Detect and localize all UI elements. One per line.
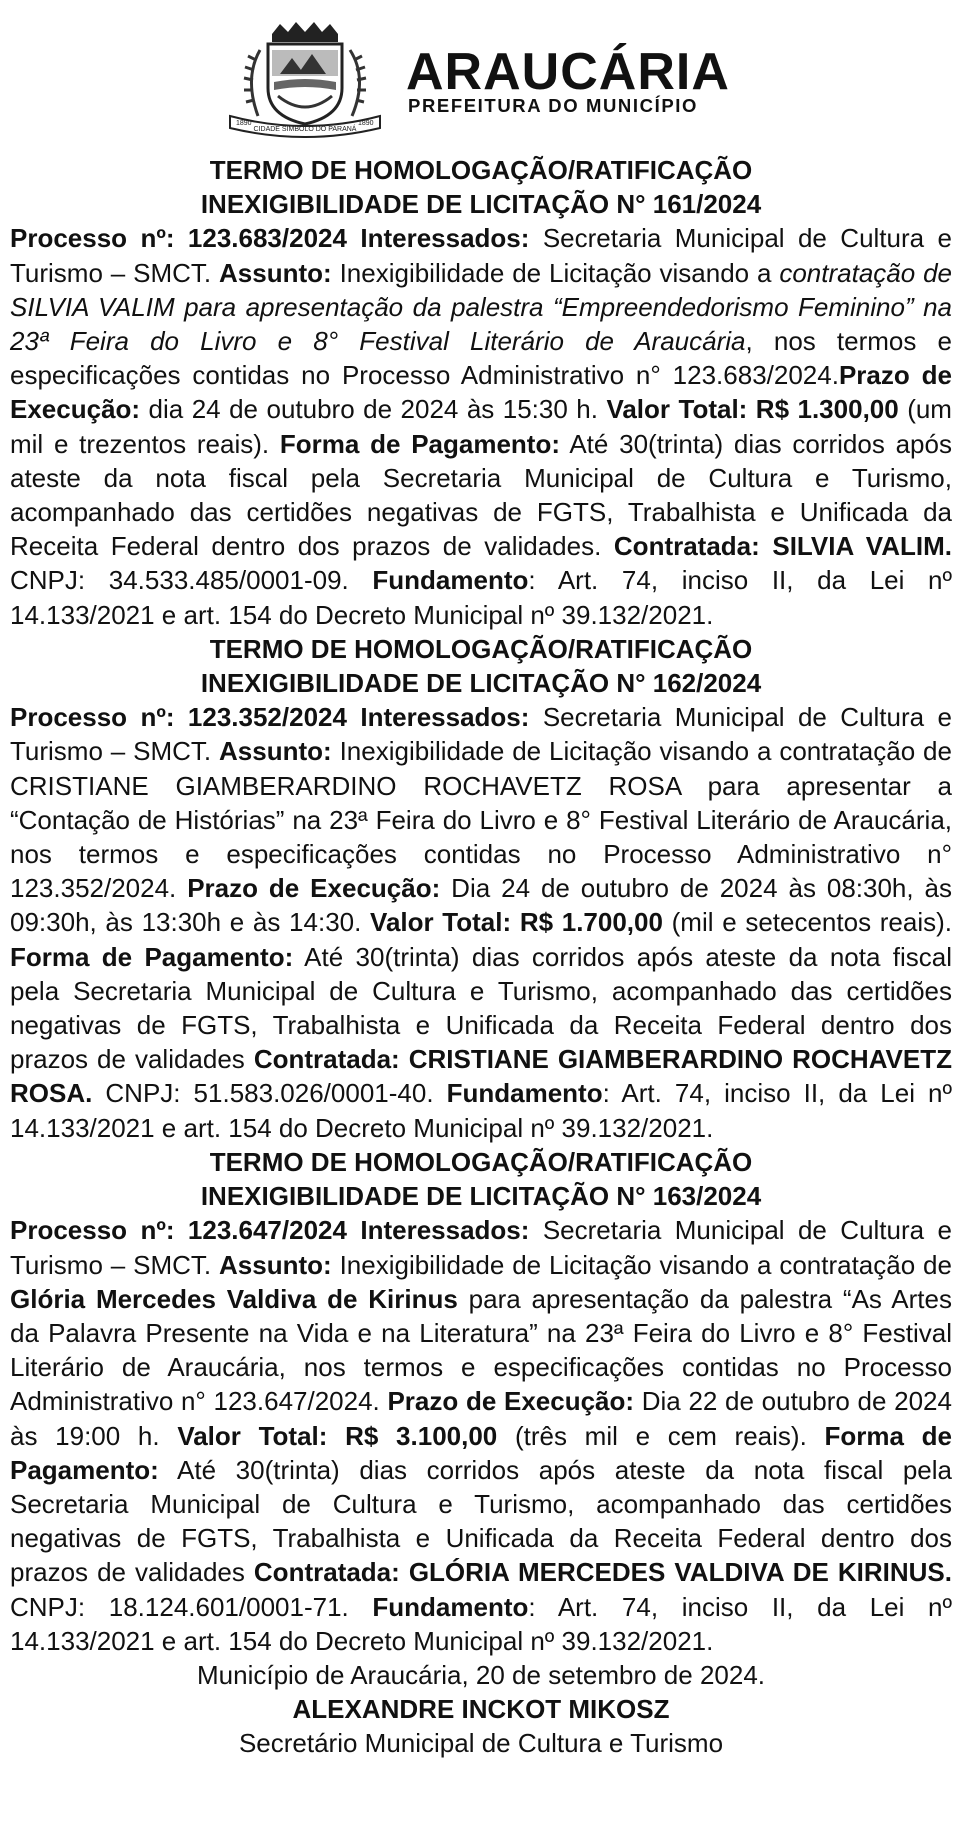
document-body	[10, 153, 952, 1761]
fundamento-label: Fundamento	[372, 1591, 529, 1622]
interessados-text: Secretaria Municipal de Cultura e Turismo – SMCT.	[10, 223, 952, 288]
brand-subtitle: PREFEITURA DO MUNICÍPIO	[408, 95, 698, 116]
section-paragraph	[10, 1213, 952, 1658]
assunto-text: Inexigibilidade de Licitação visando a	[339, 257, 772, 288]
pagamento-label: Forma de Pagamento:	[279, 428, 561, 459]
prazo-label: Prazo de Execução:	[10, 360, 952, 425]
section-paragraph	[10, 700, 952, 1145]
prazo-text: Dia 22 de outubro de 2024 às 19:00 h.	[10, 1386, 952, 1451]
valor-text: (mil e setecentos reais).	[671, 907, 952, 938]
processo-label: Processo nº: 123.647/2024	[10, 1215, 347, 1246]
section-title-line1: TERMO DE HOMOLOGAÇÃO/RATIFICAÇÃO	[209, 633, 753, 664]
signer-name: ALEXANDRE INCKOT MIKOSZ	[292, 1694, 670, 1725]
assunto-text: Inexigibilidade de Licitação visando a contratação de	[339, 1249, 952, 1280]
processo-label: Processo nº: 123.683/2024	[10, 223, 347, 254]
section-title-line2: INEXIGIBILIDADE DE LICITAÇÃO N° 161/2024	[200, 189, 762, 220]
contratada-label: Contratada: SILVIA VALIM.	[613, 531, 952, 562]
assunto-label: Assunto:	[219, 1249, 332, 1280]
section-162	[10, 632, 952, 1145]
interessados-text: Secretaria Municipal de Cultura e Turismo – SMCT.	[10, 702, 952, 767]
assunto-label: Assunto:	[219, 736, 332, 767]
section-161	[10, 153, 952, 632]
valor-label: Valor Total: R$ 3.100,00	[177, 1420, 498, 1451]
pagamento-text: Até 30(trinta) dias corridos após ateste da nota fiscal pela Secretaria Municipal de Cultura e Turismo, acompanhado das certidões negativas de FGTS, Trabalhista e Unificada da Receita Federal dentro dos prazos de validades	[10, 941, 952, 1075]
brand-name: ARAUCÁRIA	[406, 43, 730, 101]
pagamento-label: Forma de Pagamento:	[10, 941, 294, 972]
object-italic: contratação de SILVIA VALIM para apresentação da palestra “Empreendedorismo Feminino” na 23ª Feira do Livro e 8° Festival Literário de Araucária	[10, 257, 952, 357]
contracted-name: Glória Mercedes Valdiva de Kirinus	[10, 1283, 458, 1314]
interessados-text: Secretaria Municipal de Cultura e Turismo – SMCT.	[10, 1215, 952, 1280]
valor-label: Valor Total: R$ 1.700,00	[370, 907, 663, 938]
municipal-crest-logo	[220, 20, 390, 138]
assunto-rest: para apresentação da palestra “As Artes da Palavra Presente na Vida e na Literatura” na 23ª Feira do Livro e 8° Festival Literário de Araucária, nos termos e especificações contidas no Processo Administrativo n° 123.647/2024.	[10, 1283, 952, 1417]
pagamento-text: Até 30(trinta) dias corridos após ateste da nota fiscal pela Secretaria Municipal de Cultura e Turismo, acompanhado das certidões negativas de FGTS, Trabalhista e Unificada da Receita Federal dentro dos prazos de validades.	[10, 428, 952, 562]
prazo-text: Dia 24 de outubro de 2024 às 08:30h, às 09:30h, às 13:30h e às 14:30.	[10, 873, 952, 938]
fundamento-label: Fundamento	[446, 1078, 603, 1109]
prazo-text: dia 24 de outubro de 2024 às 15:30 h.	[148, 394, 598, 425]
interessados-label: Interessados:	[360, 1215, 530, 1246]
interessados-label: Interessados:	[360, 702, 530, 733]
section-title-line1: TERMO DE HOMOLOGAÇÃO/RATIFICAÇÃO	[209, 1146, 753, 1177]
crest-year-right: 1890	[358, 120, 374, 127]
prazo-label: Prazo de Execução:	[387, 1386, 635, 1417]
cnpj-text: CNPJ: 51.583.026/0001-40.	[105, 1078, 434, 1109]
fundamento-label: Fundamento	[372, 565, 529, 596]
valor-label: Valor Total: R$ 1.300,00	[606, 394, 899, 425]
section-title-line2: INEXIGIBILIDADE DE LICITAÇÃO N° 163/2024	[200, 1181, 762, 1212]
header	[220, 20, 760, 138]
crest-motto: CIDADE SIMBOLO DO PARANÁ	[253, 126, 357, 133]
section-title-line2: INEXIGIBILIDADE DE LICITAÇÃO N° 162/2024	[200, 668, 762, 699]
assunto-label: Assunto:	[219, 257, 332, 288]
cnpj-text: CNPJ: 18.124.601/0001-71.	[10, 1591, 349, 1622]
signer-role: Secretário Municipal de Cultura e Turismo	[238, 1728, 724, 1759]
fundamento-text: : Art. 74, inciso II, da Lei nº 14.133/2021 e art. 154 do Decreto Municipal nº 39.132/2021.	[10, 565, 952, 630]
processo-label: Processo nº: 123.352/2024	[10, 702, 347, 733]
fundamento-text: : Art. 74, inciso II, da Lei nº 14.133/2021 e art. 154 do Decreto Municipal nº 39.132/2021.	[10, 1078, 952, 1143]
place-date: Município de Araucária, 20 de setembro de 2024.	[196, 1659, 766, 1690]
fundamento-text: : Art. 74, inciso II, da Lei nº 14.133/2021 e art. 154 do Decreto Municipal nº 39.132/2021.	[10, 1591, 952, 1656]
section-163	[10, 1145, 952, 1658]
cnpj-text: CNPJ: 34.533.485/0001-09.	[10, 565, 349, 596]
pagamento-text: Até 30(trinta) dias corridos após ateste da nota fiscal pela Secretaria Municipal de Cultura e Turismo, acompanhado das certidões negativas de FGTS, Trabalhista e Unificada da Receita Federal dentro dos prazos de validades	[10, 1454, 952, 1588]
assunto-text: Inexigibilidade de Licitação visando a contratação de CRISTIANE GIAMBERARDINO ROCHAVETZ ROSA para apresentar a “Contação de Histórias” na 23ª Feira do Livro e 8° Festival Literário de Araucária, nos termos e especificações contidas no Processo Administrativo n° 123.352/2024.	[10, 736, 952, 904]
valor-text: (um mil e trezentos reais).	[10, 394, 952, 459]
section-paragraph	[10, 221, 952, 631]
interessados-label: Interessados:	[360, 223, 530, 254]
crest-year-left: 1890	[236, 120, 252, 127]
valor-text: (três mil e cem reais).	[514, 1420, 807, 1451]
section-title-line1: TERMO DE HOMOLOGAÇÃO/RATIFICAÇÃO	[209, 155, 753, 185]
object-rest: , nos termos e especificações contidas no Processo Administrativo n° 123.683/2024.	[10, 326, 953, 391]
pagamento-label: Forma de Pagamento:	[10, 1420, 952, 1485]
contratada-label: Contratada: GLÓRIA MERCEDES VALDIVA DE KIRINUS.	[253, 1557, 952, 1588]
contratada-label: Contratada: CRISTIANE GIAMBERARDINO ROCHAVETZ ROSA.	[10, 1044, 952, 1109]
prazo-label: Prazo de Execução:	[187, 873, 441, 904]
